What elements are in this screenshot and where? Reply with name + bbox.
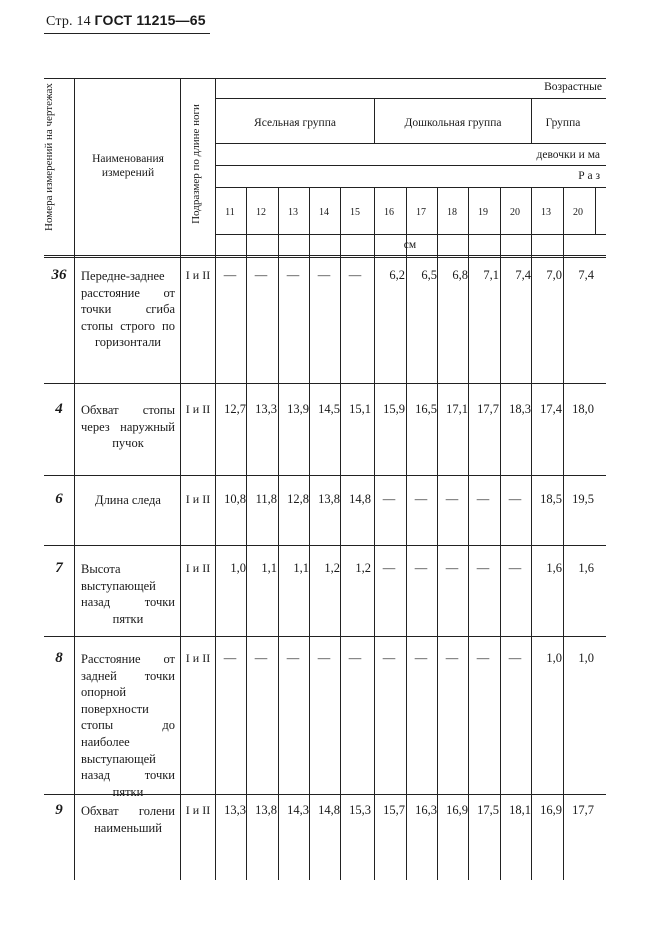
value-cell: 1,0 <box>578 651 594 665</box>
value-cell: 14,3 <box>287 803 309 817</box>
measure-name: Передне-заднее расстояние от точки сгиба стопы строго по горизонтали <box>81 269 175 350</box>
value-cell: 1,2 <box>355 561 371 575</box>
value-cell: 6,8 <box>452 268 468 282</box>
value-cell: 18,1 <box>509 803 531 817</box>
size-number: 13 <box>288 207 298 218</box>
measure-number: 9 <box>55 802 63 818</box>
row-rule <box>44 383 606 384</box>
measure-number: 4 <box>55 401 63 417</box>
value-cell: 13,3 <box>224 803 246 817</box>
value-cell: — <box>445 492 459 506</box>
measure-number: 6 <box>55 491 63 507</box>
value-cell: — <box>414 651 428 665</box>
size-col-rule <box>595 187 596 234</box>
value-cell: — <box>317 268 331 282</box>
col-rule <box>215 78 216 880</box>
size-col-rule <box>531 187 532 880</box>
value-cell: 16,9 <box>540 803 562 817</box>
row-rule <box>44 545 606 546</box>
measure-name: Расстояние от задней точки опорной поверхности стопы до наиболее выступающей назад точки пятки <box>81 652 175 799</box>
value-cell: 1,1 <box>293 561 309 575</box>
value-cell: — <box>508 561 522 575</box>
rule-sex <box>216 165 606 166</box>
size-col-rule <box>468 187 469 880</box>
size-col-rule <box>437 187 438 880</box>
value-cell: 14,8 <box>318 803 340 817</box>
value-cell: — <box>382 651 396 665</box>
size-number: 15 <box>350 207 360 218</box>
page-header <box>46 12 206 30</box>
value-cell: 15,1 <box>349 402 371 416</box>
header-measure-name: Наименования измерений <box>92 153 164 179</box>
value-cell: 16,9 <box>446 803 468 817</box>
value-cell: 1,6 <box>578 561 594 575</box>
measure-name: Обхват стопы через наружный пучок <box>81 403 175 451</box>
value-cell: 14,5 <box>318 402 340 416</box>
value-cell: 15,9 <box>383 402 405 416</box>
value-cell: — <box>348 268 362 282</box>
subsize: I и II <box>185 803 211 817</box>
value-cell: 1,2 <box>324 561 340 575</box>
header-group-preschool: Дошкольная группа <box>404 117 502 129</box>
value-cell: 12,7 <box>224 402 246 416</box>
value-cell: — <box>286 651 300 665</box>
value-cell: 13,8 <box>255 803 277 817</box>
header-sex: девочки и ма <box>536 149 600 161</box>
value-cell: 17,1 <box>446 402 468 416</box>
value-cell: 17,7 <box>477 402 499 416</box>
value-cell: — <box>223 268 237 282</box>
value-cell: 13,9 <box>287 402 309 416</box>
value-cell: 18,3 <box>509 402 531 416</box>
row-rule <box>44 636 606 637</box>
subsize: I и II <box>185 492 211 506</box>
value-cell: 16,5 <box>415 402 437 416</box>
measure-number: 8 <box>55 650 63 666</box>
size-number: 20 <box>510 207 520 218</box>
value-cell: — <box>508 492 522 506</box>
header-bottom-rule-2 <box>44 257 606 258</box>
value-cell: 1,0 <box>546 651 562 665</box>
value-cell: 19,5 <box>572 492 594 506</box>
value-cell: 7,0 <box>546 268 562 282</box>
size-number: 20 <box>573 207 583 218</box>
size-number: 17 <box>416 207 426 218</box>
rule-numbers <box>216 234 606 235</box>
subsize: I и II <box>185 651 211 665</box>
value-cell: — <box>445 561 459 575</box>
value-cell: 11,8 <box>255 492 277 506</box>
size-number: 13 <box>541 207 551 218</box>
value-cell: — <box>348 651 362 665</box>
value-cell: — <box>254 268 268 282</box>
row-rule <box>44 475 606 476</box>
value-cell: 16,3 <box>415 803 437 817</box>
header-sizes: Р а з <box>578 170 600 182</box>
value-cell: — <box>476 651 490 665</box>
value-cell: 17,5 <box>477 803 499 817</box>
header-rule <box>44 33 210 34</box>
value-cell: 7,1 <box>483 268 499 282</box>
value-cell: — <box>254 651 268 665</box>
size-number: 11 <box>225 207 235 218</box>
value-cell: 6,2 <box>389 268 405 282</box>
header-group-nursery: Ясельная группа <box>254 117 336 129</box>
size-number: 12 <box>256 207 266 218</box>
rule-sizes <box>216 187 606 188</box>
size-number: 14 <box>319 207 329 218</box>
value-cell: 10,8 <box>224 492 246 506</box>
header-measure-number: Номера измерений на чертежах <box>43 83 55 231</box>
value-cell: 17,4 <box>540 402 562 416</box>
value-cell: — <box>414 561 428 575</box>
value-cell: — <box>382 492 396 506</box>
value-cell: 7,4 <box>515 268 531 282</box>
value-cell: 1,6 <box>546 561 562 575</box>
value-cell: — <box>508 651 522 665</box>
header-subsize: Подразмер по длине ноги <box>190 104 202 224</box>
size-number: 16 <box>384 207 394 218</box>
value-cell: 15,3 <box>349 803 371 817</box>
page-number: Стр. 14 <box>46 14 91 29</box>
value-cell: — <box>286 268 300 282</box>
size-number: 18 <box>447 207 457 218</box>
value-cell: 18,0 <box>572 402 594 416</box>
measure-name: Длина следа <box>95 493 161 507</box>
value-cell: — <box>382 561 396 575</box>
col-rule <box>180 78 181 880</box>
rule-age <box>216 98 606 99</box>
value-cell: — <box>445 651 459 665</box>
value-cell: 7,4 <box>578 268 594 282</box>
value-cell: 15,7 <box>383 803 405 817</box>
header-age: Возрастные <box>544 81 602 93</box>
size-col-rule <box>500 187 501 880</box>
value-cell: 18,5 <box>540 492 562 506</box>
value-cell: 6,5 <box>421 268 437 282</box>
size-col-rule <box>309 187 310 880</box>
value-cell: — <box>223 651 237 665</box>
subsize: I и II <box>185 402 211 416</box>
value-cell: 13,3 <box>255 402 277 416</box>
value-cell: 13,8 <box>318 492 340 506</box>
subsize: I и II <box>185 268 211 282</box>
value-cell: 17,7 <box>572 803 594 817</box>
value-cell: — <box>414 492 428 506</box>
header-bottom-rule <box>44 255 606 256</box>
standard-code: ГОСТ 11215—65 <box>94 12 206 28</box>
size-col-rule <box>563 187 564 880</box>
header-unit: см <box>403 239 417 251</box>
subsize: I и II <box>185 561 211 575</box>
size-col-rule <box>278 187 279 880</box>
value-cell: — <box>476 492 490 506</box>
size-col-rule <box>374 187 375 880</box>
table-top-rule <box>44 78 606 79</box>
header-group-other: Группа <box>545 117 581 129</box>
measure-number: 7 <box>55 560 63 576</box>
size-col-rule <box>246 187 247 880</box>
size-col-rule <box>340 187 341 880</box>
rule-groups <box>216 143 606 144</box>
size-number: 19 <box>478 207 488 218</box>
measure-name: Обхват голени наименьший <box>81 804 175 835</box>
measure-name: Высота выступающей назад точки пятки <box>81 562 175 626</box>
size-col-rule <box>406 187 407 880</box>
value-cell: — <box>317 651 331 665</box>
measure-number: 36 <box>51 267 67 283</box>
value-cell: 1,0 <box>230 561 246 575</box>
value-cell: 1,1 <box>261 561 277 575</box>
value-cell: 14,8 <box>349 492 371 506</box>
value-cell: 12,8 <box>287 492 309 506</box>
value-cell: — <box>476 561 490 575</box>
